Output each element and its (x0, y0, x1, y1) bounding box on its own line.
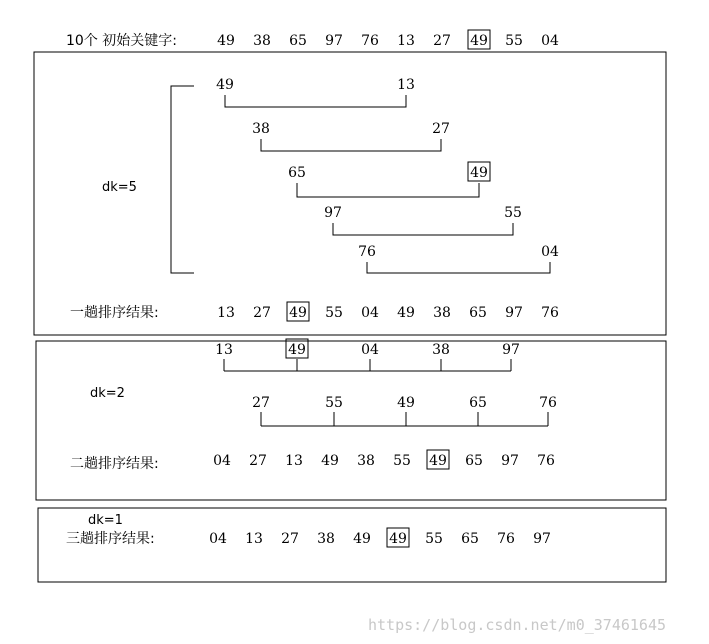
pass1-result-key-8: 97 (505, 305, 523, 321)
pass2-group-b-key-4: 76 (539, 395, 557, 411)
pass1-result-label: 一趟排序结果: (70, 305, 159, 321)
initial-key-5: 13 (397, 33, 415, 49)
pass3-result-key-7: 65 (461, 531, 479, 547)
pass3-result-key-9: 97 (533, 531, 551, 547)
pass2-group-b-key-3: 65 (469, 395, 487, 411)
pass1-group-4-right-key: 04 (541, 244, 559, 260)
pass2-result-key-1: 27 (249, 453, 267, 469)
pass2-panel (36, 341, 666, 500)
pass1-result-key-4: 04 (361, 305, 379, 321)
pass2-result-key-2: 13 (285, 453, 303, 469)
pass1-result-row (217, 302, 559, 321)
pass1-group-4-left-key: 76 (358, 244, 376, 260)
initial-key-4: 76 (361, 33, 379, 49)
pass2-result-label: 二趟排序结果: (70, 456, 159, 472)
initial-key-2: 65 (289, 33, 307, 49)
pass2-result-key-4: 38 (357, 453, 375, 469)
pass1-result-key-0: 13 (217, 305, 235, 321)
pass3-result-key-2: 27 (281, 531, 299, 547)
watermark-text: https://blog.csdn.net/m0_37461645 (368, 616, 667, 634)
pass3-result-key-4: 49 (353, 531, 371, 547)
pass1-group-1-connector (261, 139, 441, 151)
pass1-group-2-right-key: 49 (470, 165, 488, 181)
pass2-result-key-7: 65 (465, 453, 483, 469)
pass1-group-3-left-key: 97 (324, 205, 342, 221)
initial-key-0: 49 (217, 33, 235, 49)
pass3-result-key-1: 13 (245, 531, 263, 547)
pass1-result-key-1: 27 (253, 305, 271, 321)
initial-key-1: 38 (253, 33, 271, 49)
pass2-group-a-key-4: 97 (502, 342, 520, 358)
pass1-dk-label: dk=5 (102, 180, 137, 195)
initial-keys-label: 10个 初始关键字: (66, 33, 177, 49)
initial-key-6: 27 (433, 33, 451, 49)
pass1-result-key-2: 49 (289, 305, 307, 321)
initial-key-9: 04 (541, 33, 559, 49)
pass1-group-2-left-key: 65 (288, 165, 306, 181)
pass3-dk-label: dk=1 (88, 513, 123, 528)
pass2-dk-label: dk=2 (90, 386, 125, 401)
initial-key-3: 97 (325, 33, 343, 49)
pass2-group-b-key-0: 27 (252, 395, 270, 411)
pass2-result-key-8: 97 (501, 453, 519, 469)
pass2-result-key-5: 55 (393, 453, 411, 469)
pass1-group-2-connector (297, 183, 479, 197)
pass2-group-b-key-2: 49 (397, 395, 415, 411)
pass1-group-4-connector (367, 262, 550, 273)
pass1-group-3-right-key: 55 (504, 205, 522, 221)
pass2-result-key-0: 04 (213, 453, 231, 469)
pass2-group-a-key-3: 38 (432, 342, 450, 358)
pass1-group-brace (171, 86, 194, 273)
pass1-group-0-connector (225, 95, 406, 107)
pass3-result-row (209, 528, 551, 547)
pass1-group-0-left-key: 49 (216, 77, 234, 93)
pass2-result-row (213, 450, 555, 469)
pass1-group-0-right-key: 13 (397, 77, 415, 93)
pass2-group-a-key-1: 49 (288, 342, 306, 358)
initial-key-8: 55 (505, 33, 523, 49)
initial-keys-row (217, 30, 559, 49)
pass2-group-a-key-0: 13 (215, 342, 233, 358)
pass1-group-3-connector (333, 223, 513, 235)
pass1-group-1-right-key: 27 (432, 121, 450, 137)
pass1-result-key-9: 76 (541, 305, 559, 321)
pass1-group-1-left-key: 38 (252, 121, 270, 137)
initial-key-7: 49 (470, 33, 488, 49)
pass2-result-key-6: 49 (429, 453, 447, 469)
pass2-groups (215, 339, 557, 426)
pass2-result-key-9: 76 (537, 453, 555, 469)
pass2-group-a-key-2: 04 (361, 342, 379, 358)
pass3-result-key-6: 55 (425, 531, 443, 547)
pass2-group-b-key-1: 55 (325, 395, 343, 411)
pass3-result-label: 三趟排序结果: (66, 531, 155, 547)
pass1-result-key-3: 55 (325, 305, 343, 321)
pass3-result-key-5: 49 (389, 531, 407, 547)
pass1-groups (216, 77, 559, 273)
pass3-result-key-3: 38 (317, 531, 335, 547)
pass1-result-key-6: 38 (433, 305, 451, 321)
pass3-result-key-0: 04 (209, 531, 227, 547)
pass2-result-key-3: 49 (321, 453, 339, 469)
pass3-result-key-8: 76 (497, 531, 515, 547)
pass1-result-key-5: 49 (397, 305, 415, 321)
pass1-result-key-7: 65 (469, 305, 487, 321)
